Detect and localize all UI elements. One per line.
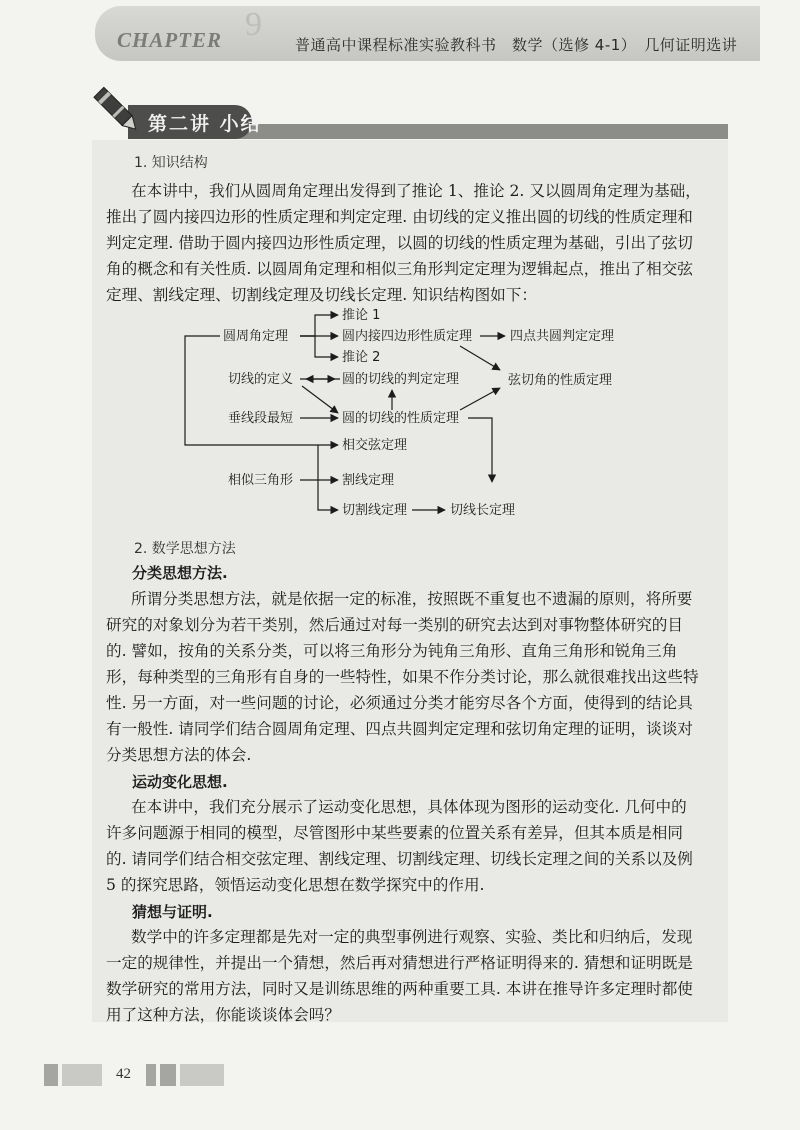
s1-line: 判定定理. 借助于圆内接四边形性质定理，以圆的切线的性质定理为基础，引出了弦切	[106, 234, 693, 252]
s2-p1-line: 研究的对象划分为若干类别，然后通过对每一类别的研究去达到对事物整体研究的目	[106, 616, 683, 634]
node-tangent-criterion: 圆的切线的判定定理	[342, 372, 460, 387]
s2-p2-line: 的. 请同学们结合相交弦定理、割线定理、切割线定理、切线长定理之间的关系以及例	[106, 850, 693, 868]
node-tangent-chord-property: 弦切角的性质定理	[508, 373, 613, 388]
node-tangent-property: 圆的切线的性质定理	[342, 411, 460, 426]
node-cyclic-quad-property: 圆内接四边形性质定理	[342, 329, 473, 344]
node-intersecting-chords: 相交弦定理	[342, 438, 408, 453]
node-shortest-perpendicular: 垂线段最短	[228, 411, 294, 426]
s1-line: 在本讲中，我们从圆周角定理出发得到了推论 1、推论 2. 又以圆周角定理为基础，	[131, 182, 701, 200]
pen-icon	[88, 80, 148, 140]
chapter-label: CHAPTER	[117, 28, 223, 52]
node-similar-triangles: 相似三角形	[228, 473, 294, 488]
s2-p3-line: 用了这种方法，你能谈谈体会吗？	[106, 1006, 340, 1024]
s1-line: 角的概念和有关性质. 以圆周角定理和相似三角形判定定理为逻辑起点，推出了相交弦	[106, 260, 693, 278]
node-inscribed-angle: 圆周角定理	[223, 329, 289, 344]
s2-p1-line: 的. 譬如，按角的关系分类，可以将三角形分为钝角三角形、直角三角形和锐角三角	[106, 642, 678, 660]
s1-line: 定理、割线定理、切割线定理及切线长定理. 知识结构图如下：	[106, 286, 537, 304]
s2-p1-line: 所谓分类思想方法，就是依据一定的标准，按照既不重复也不遗漏的原则，将所要	[131, 590, 693, 608]
s2-p1-line: 形，每种类型的三角形有自身的一些特性，如果不作分类讨论，那么就很难找出这些特	[106, 668, 699, 686]
arrow-tangent-def-to-property	[302, 386, 338, 413]
page-number: 42	[116, 1066, 131, 1082]
s2-p1-line: 性. 另一方面，对一些问题的讨论，必须通过分类才能穷尽各个方面，使得到的结论具	[106, 694, 693, 712]
node-secant-theorem: 割线定理	[342, 473, 395, 488]
footer-decoration	[160, 1064, 176, 1086]
s1-line: 推出了圆内接四边形的性质定理和判定定理. 由切线的定义推出圆的切线的性质定理和	[106, 208, 693, 226]
s2-p1-line: 分类思想方法的体会.	[106, 746, 252, 764]
node-concyclic-criterion: 四点共圆判定定理	[510, 329, 615, 344]
knowledge-structure-diagram	[170, 300, 650, 530]
s2-p2-line: 5 的探究思路，领悟运动变化思想在数学探究中的作用.	[106, 876, 485, 894]
footer-decoration	[180, 1064, 224, 1086]
arrow-similar-to-secant-tangent	[318, 480, 338, 510]
arrow-to-corollary-2	[300, 336, 338, 357]
s2-p3-line: 数学研究的常用方法，同时又是训练思维的两种重要工具. 本讲在推导许多定理时都使	[106, 980, 693, 998]
arrow-similar-to-intersecting-chords	[300, 445, 318, 480]
book-title: 普通高中课程标准实验教科书 数学（选修 4-1） 几何证明选讲	[295, 36, 738, 54]
s2-p1-line: 有一般性. 请同学们结合圆周角定理、四点共圆判定定理和弦切角定理的证明，谈谈对	[106, 720, 693, 738]
node-secant-tangent: 切割线定理	[342, 503, 408, 518]
section-2-heading: 2. 数学思想方法	[134, 541, 236, 557]
arrow-to-corollary-1	[300, 315, 338, 336]
header-watermark: 9	[245, 6, 262, 43]
node-corollary-1: 推论 1	[342, 308, 381, 323]
arrow-to-tangent-chord	[460, 346, 500, 370]
motion-change-heading: 运动变化思想.	[132, 773, 228, 791]
node-tangent-definition: 切线的定义	[228, 372, 294, 387]
arrow-property-to-tangent-chord	[460, 388, 500, 410]
footer-decoration	[62, 1064, 102, 1086]
section-title: 第二讲 小结	[148, 113, 262, 135]
s2-p2-line: 在本讲中，我们充分展示了运动变化思想，具体体现为图形的运动变化. 几何中的	[131, 798, 687, 816]
section-1-heading: 1. 知识结构	[134, 155, 208, 171]
node-tangent-length: 切线长定理	[450, 503, 516, 518]
conjecture-proof-heading: 猜想与证明.	[132, 903, 213, 921]
running-header	[95, 6, 760, 61]
s2-p2-line: 许多问题源于相同的模型，尽管图形中某些要素的位置关系有差异，但其本质是相同	[106, 824, 683, 842]
classification-heading: 分类思想方法.	[132, 564, 228, 582]
s2-p3-line: 数学中的许多定理都是先对一定的典型事例进行观察、实验、类比和归纳后，发现	[131, 928, 693, 946]
node-corollary-2: 推论 2	[342, 350, 381, 365]
s2-p3-line: 一定的规律性，并提出一个猜想，然后再对猜想进行严格证明得来的. 猜想和证明既是	[106, 954, 693, 972]
footer-decoration	[44, 1064, 58, 1086]
footer-decoration	[146, 1064, 156, 1086]
arrow-to-tangent-length	[468, 418, 492, 482]
